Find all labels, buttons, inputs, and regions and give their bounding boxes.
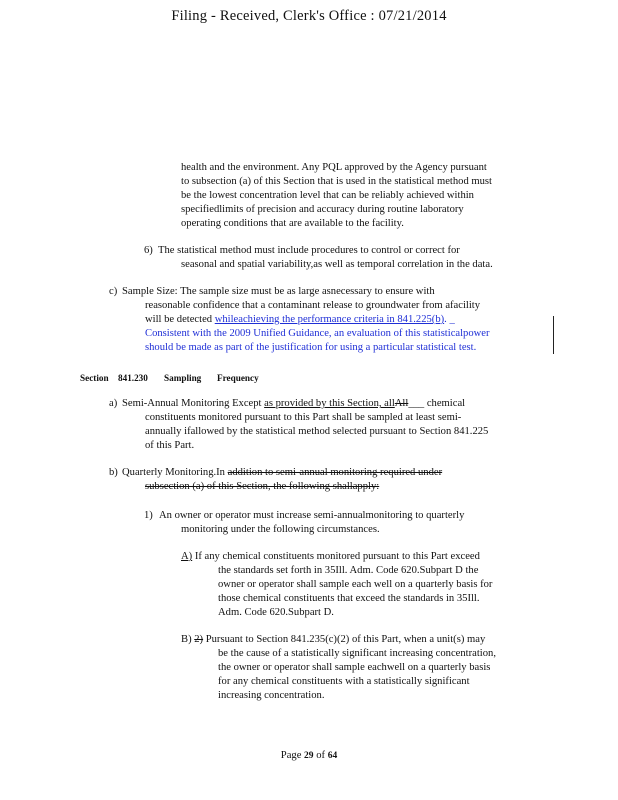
subitem-line: owner or operator shall sample each well on a quarterly basis for: [218, 579, 493, 590]
plain-text: Semi-Annual Monitoring: [122, 398, 230, 409]
item-line: [145, 313, 455, 327]
inserted-line: should be made as part of the justification for using a particular statistical test.: [145, 342, 477, 353]
section-title: Sampling: [164, 373, 202, 383]
section-number: 841.230: [118, 373, 148, 383]
subitem-line: the owner or operator shall sample eachwell on a quarterly basis: [218, 662, 491, 673]
total-pages: 64: [327, 751, 338, 761]
section-title: Frequency: [217, 373, 259, 383]
plain-text: In: [216, 467, 228, 478]
paragraph-line: be the lowest concentration level that can be reliably achieved within: [181, 190, 474, 201]
paragraph-line: to subsection (a) of this Section that is used in the statistical method must: [181, 176, 492, 187]
subitem-line: the standards set forth in 35Ill. Adm. Code 620.Subpart D the: [218, 565, 479, 576]
plain-text: Except: [232, 398, 265, 409]
item-line: annually ifallowed by the statistical method selected pursuant to Section 841.225: [145, 426, 489, 437]
item-label: b): [109, 467, 118, 478]
subitem-line: for any chemical constituents with a statistically significant: [218, 676, 470, 687]
item-line: reasonable confidence that a contaminant release to groundwater from afacility: [145, 300, 481, 311]
item-line: monitoring under the following circumstances.: [181, 524, 380, 535]
subitem-line: increasing concentration.: [218, 690, 325, 701]
plain-text: Pursuant to Section 841.235(c)(2) of this Part, when a unit(s) may: [203, 634, 486, 645]
paragraph-line: operating conditions that are available to the facility.: [181, 218, 404, 229]
item-line: The statistical method must include procedures to control or correct for: [158, 245, 460, 256]
inserted-text: whileachieving the performance criteria in 841.225(b): [214, 314, 445, 325]
filing-header: Filing - Received, Clerk's Office : 07/21/2014: [171, 8, 447, 24]
subitem-line: Adm. Code 620.Subpart D.: [218, 607, 334, 618]
item-label: a): [109, 398, 118, 409]
subitem-line: be the cause of a statistically significant increasing concentration,: [218, 648, 496, 659]
item-line: seasonal and spatial variability,as well as temporal correlation in the data.: [181, 259, 493, 270]
section-label: Section: [80, 373, 109, 383]
page-footer: [0, 750, 618, 761]
plain-text: will be detected: [145, 314, 215, 325]
inserted-line: Consistent with the 2009 Unified Guidance, an evaluation of this statisticalpower: [145, 328, 490, 339]
subitem-line: [181, 550, 480, 564]
item-number: 1): [144, 510, 153, 521]
subitem-line: those chemical constituents that exceed the standards in 35Ill.: [218, 593, 480, 604]
plain-text: If any chemical constituents monitored pursuant to this Part exceed: [192, 551, 480, 562]
paragraph-line: specifiedlimits of precision and accuracy during routine laboratory: [181, 204, 464, 215]
plain-text: chemical: [424, 398, 466, 409]
item-line: Sample Size: The sample size must be as large asnecessary to ensure with: [122, 286, 435, 297]
deleted-text: 2): [194, 634, 204, 645]
revision-change-bar: [553, 316, 554, 354]
subitem-line: [181, 633, 485, 647]
deleted-text: addition to semi-annual monitoring required under: [227, 467, 443, 478]
inserted-text: . _: [444, 314, 455, 325]
item-line: [122, 397, 465, 411]
plain-text: Quarterly Monitoring.: [122, 467, 217, 478]
of-word: of: [316, 750, 326, 761]
item-line: of this Part.: [145, 440, 195, 451]
item-label: c): [109, 286, 118, 297]
deleted-marker: ___: [408, 398, 425, 409]
item-line: constituents monitored pursuant to this Part shall be sampled at least semi-: [145, 412, 462, 423]
item-line: [122, 466, 442, 480]
page-number: 29: [304, 751, 314, 761]
paragraph-line: health and the environment. Any PQL approved by the Agency pursuant: [181, 162, 487, 173]
inserted-text: as provided by this Section, all: [264, 398, 395, 409]
page-word: Page: [280, 750, 302, 761]
subitem-label: B): [181, 634, 192, 645]
subitem-label: A): [181, 551, 193, 562]
item-line: An owner or operator must increase semi-annualmonitoring to quarterly: [159, 510, 465, 521]
item-number: 6): [144, 245, 153, 256]
deleted-text: All: [394, 398, 409, 409]
deleted-line: subsection (a) of this Section, the following shallapply:: [145, 481, 380, 492]
